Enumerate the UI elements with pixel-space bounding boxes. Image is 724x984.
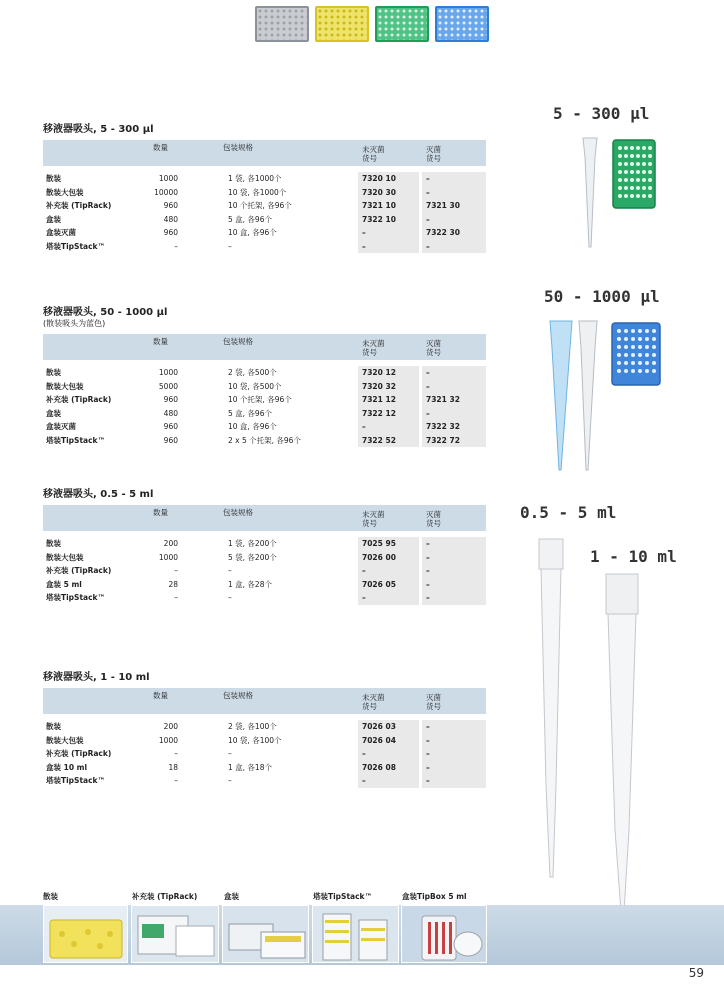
table-row — [43, 434, 486, 448]
order-no-sterile: 7321 32 — [426, 395, 460, 404]
page-number: 59 — [688, 966, 704, 980]
header-nonsterile — [362, 339, 385, 357]
label-bulk: 散装 — [43, 892, 58, 901]
header-sterile-line2: 货号 — [426, 348, 441, 357]
order-no-nonsterile: 7026 05 — [362, 579, 396, 589]
packaging: 2 x 5 个托架, 各96个 — [228, 435, 301, 445]
order-no-nonsterile: 7320 30 — [362, 187, 396, 197]
product-name: 补充装 (TipRack) — [46, 201, 112, 210]
quantity: 1000 — [158, 368, 178, 377]
packaging: – — [228, 566, 232, 575]
quantity: – — [174, 749, 178, 758]
order-no-nonsterile: 7320 32 — [362, 381, 396, 391]
table-header — [43, 688, 486, 714]
volume-label-0.5-5: 0.5 - 5 ml — [520, 503, 617, 522]
quantity: 5000 — [158, 381, 178, 391]
header-packaging: 包装规格 — [223, 337, 253, 346]
order-no-nonsterile: – — [362, 228, 366, 237]
order-no-sterile: – — [426, 174, 430, 183]
quantity: 480 — [163, 214, 178, 224]
tiprack-photo — [131, 905, 219, 963]
quantity: 960 — [163, 228, 178, 237]
packaging: 10 袋, 各1000个 — [228, 187, 287, 197]
order-no-nonsterile: 7322 12 — [362, 408, 396, 418]
product-name: 散装 — [46, 368, 61, 377]
quantity: 200 — [163, 539, 178, 548]
section-title: 移液器吸头, 5 - 300 µl — [43, 124, 154, 135]
table-body — [43, 537, 486, 605]
product-name: 补充装 (TipRack) — [46, 395, 112, 404]
table-row — [43, 747, 486, 761]
section-title: 移液器吸头, 0.5 - 5 ml — [43, 489, 154, 500]
product-name: 散装 — [46, 539, 61, 548]
quantity: 960 — [163, 201, 178, 210]
packaging: 1 盒, 各28个 — [228, 579, 272, 589]
order-no-nonsterile: – — [362, 749, 366, 758]
order-no-sterile: – — [426, 241, 430, 251]
header-sterile-line2: 货号 — [426, 702, 441, 711]
order-no-nonsterile: 7025 95 — [362, 539, 396, 548]
header-sterile — [426, 693, 441, 711]
order-no-nonsterile: 7026 00 — [362, 552, 396, 562]
order-no-sterile: – — [426, 368, 430, 377]
product-name: 塔装TipStack™ — [46, 435, 106, 445]
header-nonsterile — [362, 510, 385, 528]
tipbox-5ml-photo — [401, 905, 487, 963]
packaging: 5 袋, 各200个 — [228, 552, 277, 562]
packaging: – — [228, 593, 232, 602]
tip-5-300-image — [575, 135, 665, 260]
volume-label-50-1000: 50 - 1000 µl — [544, 287, 660, 306]
header-sterile — [426, 145, 441, 163]
header-sterile-line1: 灭菌 — [426, 145, 441, 154]
label-box: 盒装 — [224, 892, 239, 901]
header-nonsterile-line2: 货号 — [362, 154, 377, 163]
table-row — [43, 551, 486, 565]
packaging: 10 个托架, 各96个 — [228, 395, 292, 404]
packaging: 5 盒, 各96个 — [228, 408, 272, 418]
tip-0.5-5ml-image — [535, 535, 575, 885]
table-body — [43, 172, 486, 253]
product-name: 补充装 (TipRack) — [46, 749, 112, 758]
green-rack-image — [375, 6, 429, 42]
tipstack-photo — [312, 905, 399, 963]
header-quantity: 数量 — [153, 143, 168, 152]
quantity: 1000 — [158, 735, 178, 745]
header-nonsterile-line1: 未灭菌 — [362, 693, 385, 702]
quantity: 1000 — [158, 552, 178, 562]
packaging: 5 盒, 各96个 — [228, 214, 272, 224]
quantity: 960 — [163, 435, 178, 445]
packaging: 10 袋, 各100个 — [228, 735, 282, 745]
label-tiprack: 补充装 (TipRack) — [132, 892, 198, 901]
order-no-nonsterile: – — [362, 422, 366, 431]
product-name: 散装 — [46, 174, 61, 183]
header-sterile — [426, 510, 441, 528]
order-no-nonsterile: 7321 10 — [362, 201, 396, 210]
product-name: 散装大包装 — [46, 552, 84, 562]
packaging: 10 盒, 各96个 — [228, 422, 277, 431]
header-nonsterile — [362, 145, 385, 163]
section-title-line — [43, 668, 486, 683]
header-sterile — [426, 339, 441, 357]
order-no-nonsterile: 7320 10 — [362, 174, 396, 183]
header-nonsterile — [362, 693, 385, 711]
header-nonsterile-line2: 货号 — [362, 702, 377, 711]
header-nonsterile-line1: 未灭菌 — [362, 510, 385, 519]
table-row — [43, 407, 486, 421]
packaging: 2 袋, 各500个 — [228, 368, 277, 377]
quantity: – — [174, 241, 178, 251]
quantity: 28 — [168, 579, 178, 589]
header-packaging: 包装规格 — [223, 508, 253, 517]
packaging: – — [228, 776, 232, 785]
header-nonsterile-line1: 未灭菌 — [362, 145, 385, 154]
table-row — [43, 186, 486, 200]
order-no-nonsterile: 7026 03 — [362, 722, 396, 731]
table-row — [43, 199, 486, 213]
product-name: 盒装 — [46, 214, 61, 224]
header-sterile-line1: 灭菌 — [426, 693, 441, 702]
yellow-rack-image — [315, 6, 369, 42]
packaging: 10 盒, 各96个 — [228, 228, 277, 237]
volume-label-1-10: 1 - 10 ml — [590, 547, 677, 566]
product-name: 塔装TipStack™ — [46, 241, 106, 251]
section-title-line — [43, 120, 486, 135]
order-no-sterile: – — [426, 552, 430, 562]
packaging: – — [228, 241, 232, 251]
table-row — [43, 172, 486, 186]
order-no-sterile: – — [426, 539, 430, 548]
packaging: 10 袋, 各500个 — [228, 381, 282, 391]
order-no-sterile: 7322 72 — [426, 435, 460, 445]
table-row — [43, 564, 486, 578]
order-no-sterile: 7321 30 — [426, 201, 460, 210]
order-no-sterile: – — [426, 776, 430, 785]
order-no-sterile: – — [426, 566, 430, 575]
section-title: 移液器吸头, 50 - 1000 µl — [43, 307, 168, 318]
table-row — [43, 380, 486, 394]
packaging: 1 袋, 各200个 — [228, 539, 277, 548]
table-row — [43, 537, 486, 551]
quantity: – — [174, 776, 178, 785]
packaging: 1 袋, 各1000个 — [228, 174, 282, 183]
tip-1-10ml-image — [600, 570, 650, 920]
header-packaging: 包装规格 — [223, 143, 253, 152]
section-note: (散装吸头为蓝色) — [43, 319, 106, 328]
header-quantity: 数量 — [153, 691, 168, 700]
header-nonsterile-line1: 未灭菌 — [362, 339, 385, 348]
header-sterile-line2: 货号 — [426, 154, 441, 163]
quantity: 1000 — [158, 174, 178, 183]
header-sterile-line1: 灭菌 — [426, 510, 441, 519]
volume-label-5-300: 5 - 300 µl — [553, 104, 650, 123]
tip-50-1000-image — [545, 318, 665, 476]
header-packaging: 包装规格 — [223, 691, 253, 700]
order-no-sterile: – — [426, 579, 430, 589]
table-row — [43, 578, 486, 592]
header-sterile-line2: 货号 — [426, 519, 441, 528]
order-no-nonsterile: 7320 12 — [362, 368, 396, 377]
order-no-nonsterile: 7321 12 — [362, 395, 396, 404]
product-name: 塔装TipStack™ — [46, 776, 106, 785]
bulk-bag-photo — [43, 905, 128, 963]
table-row — [43, 226, 486, 240]
order-no-nonsterile: – — [362, 566, 366, 575]
packaging: 2 袋, 各100个 — [228, 722, 277, 731]
order-no-sterile: 7322 30 — [426, 228, 460, 237]
quantity: – — [174, 593, 178, 602]
product-name: 散装大包装 — [46, 735, 84, 745]
label-tipbox-5ml: 盒装TipBox 5 ml — [402, 892, 467, 901]
grey-rack-image — [255, 6, 309, 42]
product-name: 补充装 (TipRack) — [46, 566, 112, 575]
label-tipstack: 塔装TipStack™ — [313, 892, 373, 901]
section-title-line — [43, 485, 486, 500]
header-sterile-line1: 灭菌 — [426, 339, 441, 348]
product-name: 塔装TipStack™ — [46, 593, 106, 602]
quantity: – — [174, 566, 178, 575]
packaging: 1 盒, 各18个 — [228, 762, 272, 772]
section-50-1000ul — [43, 303, 486, 447]
table-body — [43, 366, 486, 447]
order-no-sterile: – — [426, 408, 430, 418]
section-5-300ul — [43, 120, 486, 253]
order-no-sterile: – — [426, 735, 430, 745]
order-no-nonsterile: – — [362, 776, 366, 785]
order-no-sterile: – — [426, 214, 430, 224]
product-name: 盒装 — [46, 408, 61, 418]
table-header — [43, 505, 486, 531]
table-row — [43, 734, 486, 748]
table-row — [43, 240, 486, 254]
quantity: 960 — [163, 422, 178, 431]
order-no-sterile: – — [426, 381, 430, 391]
packaging: – — [228, 749, 232, 758]
product-name: 盒装灭菌 — [46, 228, 76, 237]
product-name: 散装 — [46, 722, 61, 731]
order-no-sterile: – — [426, 749, 430, 758]
table-row — [43, 393, 486, 407]
order-no-nonsterile: 7026 04 — [362, 735, 396, 745]
product-name: 盒装 5 ml — [46, 579, 82, 589]
quantity: 960 — [163, 395, 178, 404]
product-name: 盒装灭菌 — [46, 422, 76, 431]
product-name: 盒装 10 ml — [46, 762, 88, 772]
table-header — [43, 334, 486, 360]
order-no-sterile: – — [426, 722, 430, 731]
header-nonsterile-line2: 货号 — [362, 348, 377, 357]
table-header — [43, 140, 486, 166]
order-no-sterile: 7322 32 — [426, 422, 460, 431]
section-1-10ml — [43, 668, 486, 788]
order-no-nonsterile: – — [362, 593, 366, 602]
section-title: 移液器吸头, 1 - 10 ml — [43, 672, 150, 683]
table-row — [43, 774, 486, 788]
quantity: 18 — [168, 762, 178, 772]
order-no-nonsterile: 7322 10 — [362, 214, 396, 224]
order-no-sterile: – — [426, 762, 430, 772]
quantity: 10000 — [154, 187, 178, 197]
order-no-sterile: – — [426, 187, 430, 197]
order-no-nonsterile: 7322 52 — [362, 435, 396, 445]
header-quantity: 数量 — [153, 337, 168, 346]
section-0.5-5ml — [43, 485, 486, 605]
order-no-nonsterile: 7026 08 — [362, 762, 396, 772]
table-row — [43, 761, 486, 775]
table-row — [43, 213, 486, 227]
blue-rack-image — [435, 6, 489, 42]
quantity: 480 — [163, 408, 178, 418]
box-photo — [222, 905, 309, 963]
table-row — [43, 720, 486, 734]
product-name: 散装大包装 — [46, 381, 84, 391]
table-body — [43, 720, 486, 788]
packaging-labels — [0, 889, 724, 903]
table-row — [43, 420, 486, 434]
rack-color-swatches — [255, 6, 489, 42]
header-nonsterile-line2: 货号 — [362, 519, 377, 528]
section-title-line — [43, 303, 486, 329]
packaging: 10 个托架, 各96个 — [228, 201, 292, 210]
order-no-nonsterile: – — [362, 241, 366, 251]
table-row — [43, 591, 486, 605]
table-row — [43, 366, 486, 380]
product-name: 散装大包装 — [46, 187, 84, 197]
order-no-sterile: – — [426, 593, 430, 602]
header-quantity: 数量 — [153, 508, 168, 517]
quantity: 200 — [163, 722, 178, 731]
